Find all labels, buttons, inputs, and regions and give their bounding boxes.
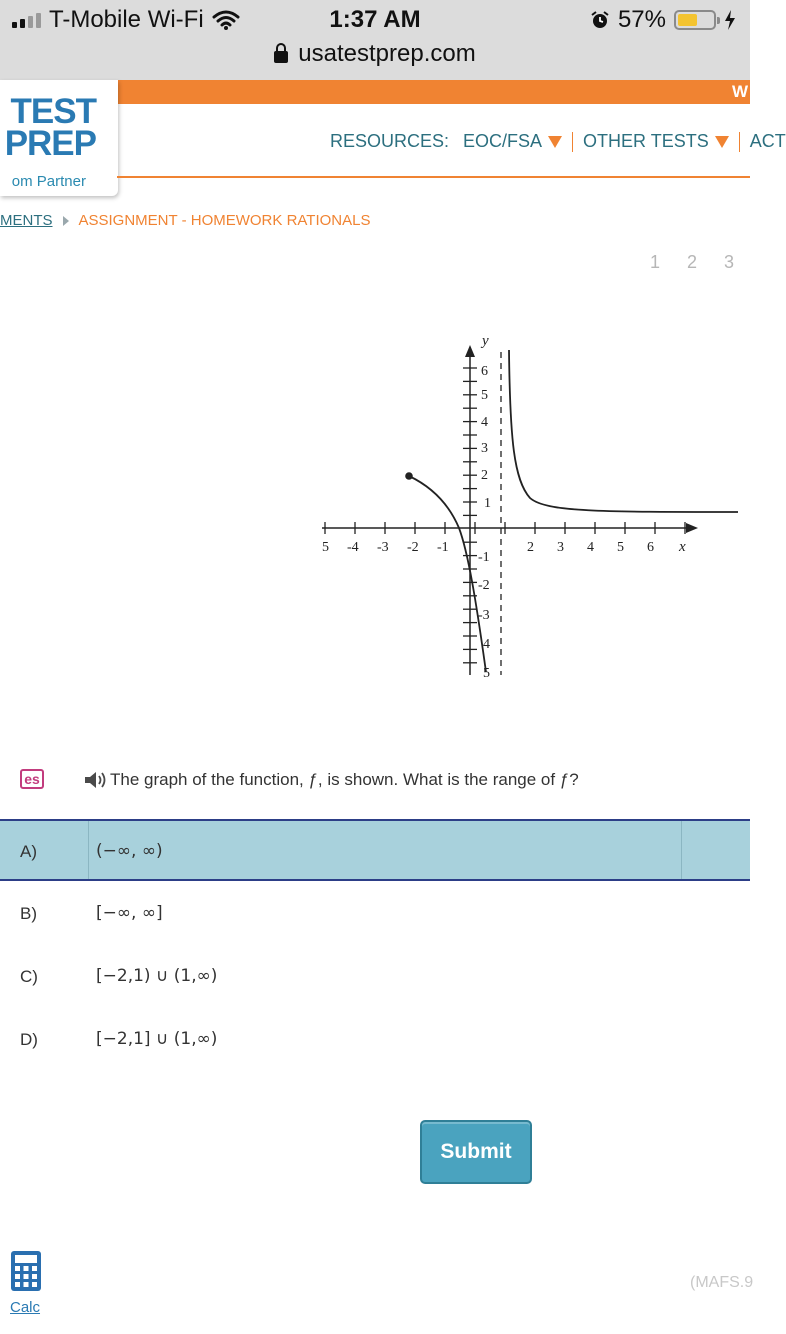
caret-down-icon (715, 136, 729, 148)
resources-label: RESOURCES: (330, 131, 450, 151)
breadcrumb-arrow-icon (63, 216, 69, 226)
choice-value: (−∞, ∞) (96, 841, 163, 861)
caret-down-icon (548, 136, 562, 148)
breadcrumb (0, 212, 370, 229)
status-time: 1:37 AM (329, 6, 421, 33)
battery-percent: 57% (617, 6, 666, 33)
top-strip (117, 80, 750, 104)
calculator-link[interactable]: Calc (10, 1299, 41, 1316)
page-link-1[interactable]: 1 (650, 252, 661, 272)
address-bar[interactable] (0, 40, 750, 68)
y-tick-label: 1 (484, 496, 491, 511)
choice-divider (681, 821, 682, 879)
choice-value: [−2,1) ∪ (1,∞) (96, 966, 218, 986)
choice-letter: C) (20, 967, 38, 986)
logo-line-2: PREP (4, 124, 96, 163)
x-tick-labels (322, 540, 654, 555)
x-tick-label: -4 (347, 540, 359, 555)
answer-choice-c[interactable] (0, 946, 750, 1008)
menu-label: ACT (749, 131, 786, 151)
battery-icon (674, 10, 716, 30)
alarm-icon (590, 10, 610, 30)
resources-nav (330, 131, 786, 152)
answer-choice-a[interactable] (0, 819, 750, 881)
strip-text: W (731, 82, 748, 101)
choice-letter: D) (20, 1030, 38, 1049)
choice-value: [−∞, ∞] (96, 903, 163, 923)
charging-icon (724, 10, 736, 30)
x-tick-label: 3 (557, 540, 564, 555)
choice-letter: A) (20, 842, 37, 861)
y-tick-label: -1 (478, 550, 490, 565)
x-tick-label: 6 (647, 540, 654, 555)
logo-partner: om Partner (11, 173, 86, 190)
site-logo[interactable] (0, 80, 118, 196)
status-right (590, 6, 736, 34)
question-pager (650, 252, 734, 273)
header-divider (117, 176, 750, 178)
question-text: The graph of the function, ƒ, is shown. What is the range of ƒ? (110, 770, 579, 789)
x-tick-label: -3 (377, 540, 389, 555)
x-tick-label: 2 (527, 540, 534, 555)
choice-letter: B) (20, 904, 37, 923)
menu-eoc-fsa[interactable] (463, 131, 562, 152)
breadcrumb-current: ASSIGNMENT - HOMEWORK RATIONALS (78, 212, 371, 229)
y-tick-label: 4 (483, 637, 490, 652)
logo-line-1: TEST (10, 92, 96, 131)
url-text: usatestprep.com (298, 40, 476, 67)
x-tick-label: 4 (587, 540, 594, 555)
submit-button[interactable]: Submit (420, 1120, 532, 1184)
standard-code: (MAFS.9 (690, 1274, 754, 1291)
x-axis-label: x (679, 539, 686, 555)
spanish-translation-icon[interactable]: es (20, 769, 44, 789)
status-bar (0, 0, 750, 80)
menu-separator (572, 132, 573, 152)
menu-act[interactable] (750, 131, 786, 152)
x-tick-label: 5 (617, 540, 624, 555)
x-tick-label: 5 (322, 540, 329, 555)
y-tick-label: 3 (481, 441, 488, 456)
choice-divider (88, 821, 89, 879)
y-tick-label: 2 (481, 468, 488, 483)
calculator-icon[interactable] (8, 1250, 44, 1292)
choice-value: [−2,1] ∪ (1,∞) (96, 1029, 218, 1049)
y-tick-label: 6 (481, 364, 488, 379)
answer-choice-b[interactable] (0, 883, 750, 945)
y-tick-labels (478, 364, 491, 681)
y-tick-label: 4 (481, 415, 488, 430)
menu-separator (739, 132, 740, 152)
x-tick-label: -2 (407, 540, 419, 555)
answer-choice-d[interactable] (0, 1009, 750, 1071)
page-link-3[interactable]: 3 (724, 252, 735, 272)
y-tick-label: 5 (483, 666, 490, 681)
y-tick-label: 5 (481, 388, 488, 403)
menu-other-tests[interactable] (583, 131, 729, 152)
battery-level (678, 14, 697, 26)
menu-label: EOC/FSA (463, 131, 543, 151)
page-link-2[interactable]: 2 (687, 252, 698, 272)
speaker-icon[interactable] (84, 771, 108, 789)
y-axis-label: y (482, 333, 489, 349)
y-tick-label: -3 (478, 608, 490, 623)
y-tick-label: -2 (478, 578, 490, 593)
menu-label: OTHER TESTS (583, 131, 709, 151)
carrier-name: T-Mobile Wi-Fi (49, 6, 204, 33)
breadcrumb-assignments-link[interactable]: MENTS (0, 212, 53, 229)
x-tick-label: -1 (437, 540, 449, 555)
lock-icon (274, 51, 288, 63)
